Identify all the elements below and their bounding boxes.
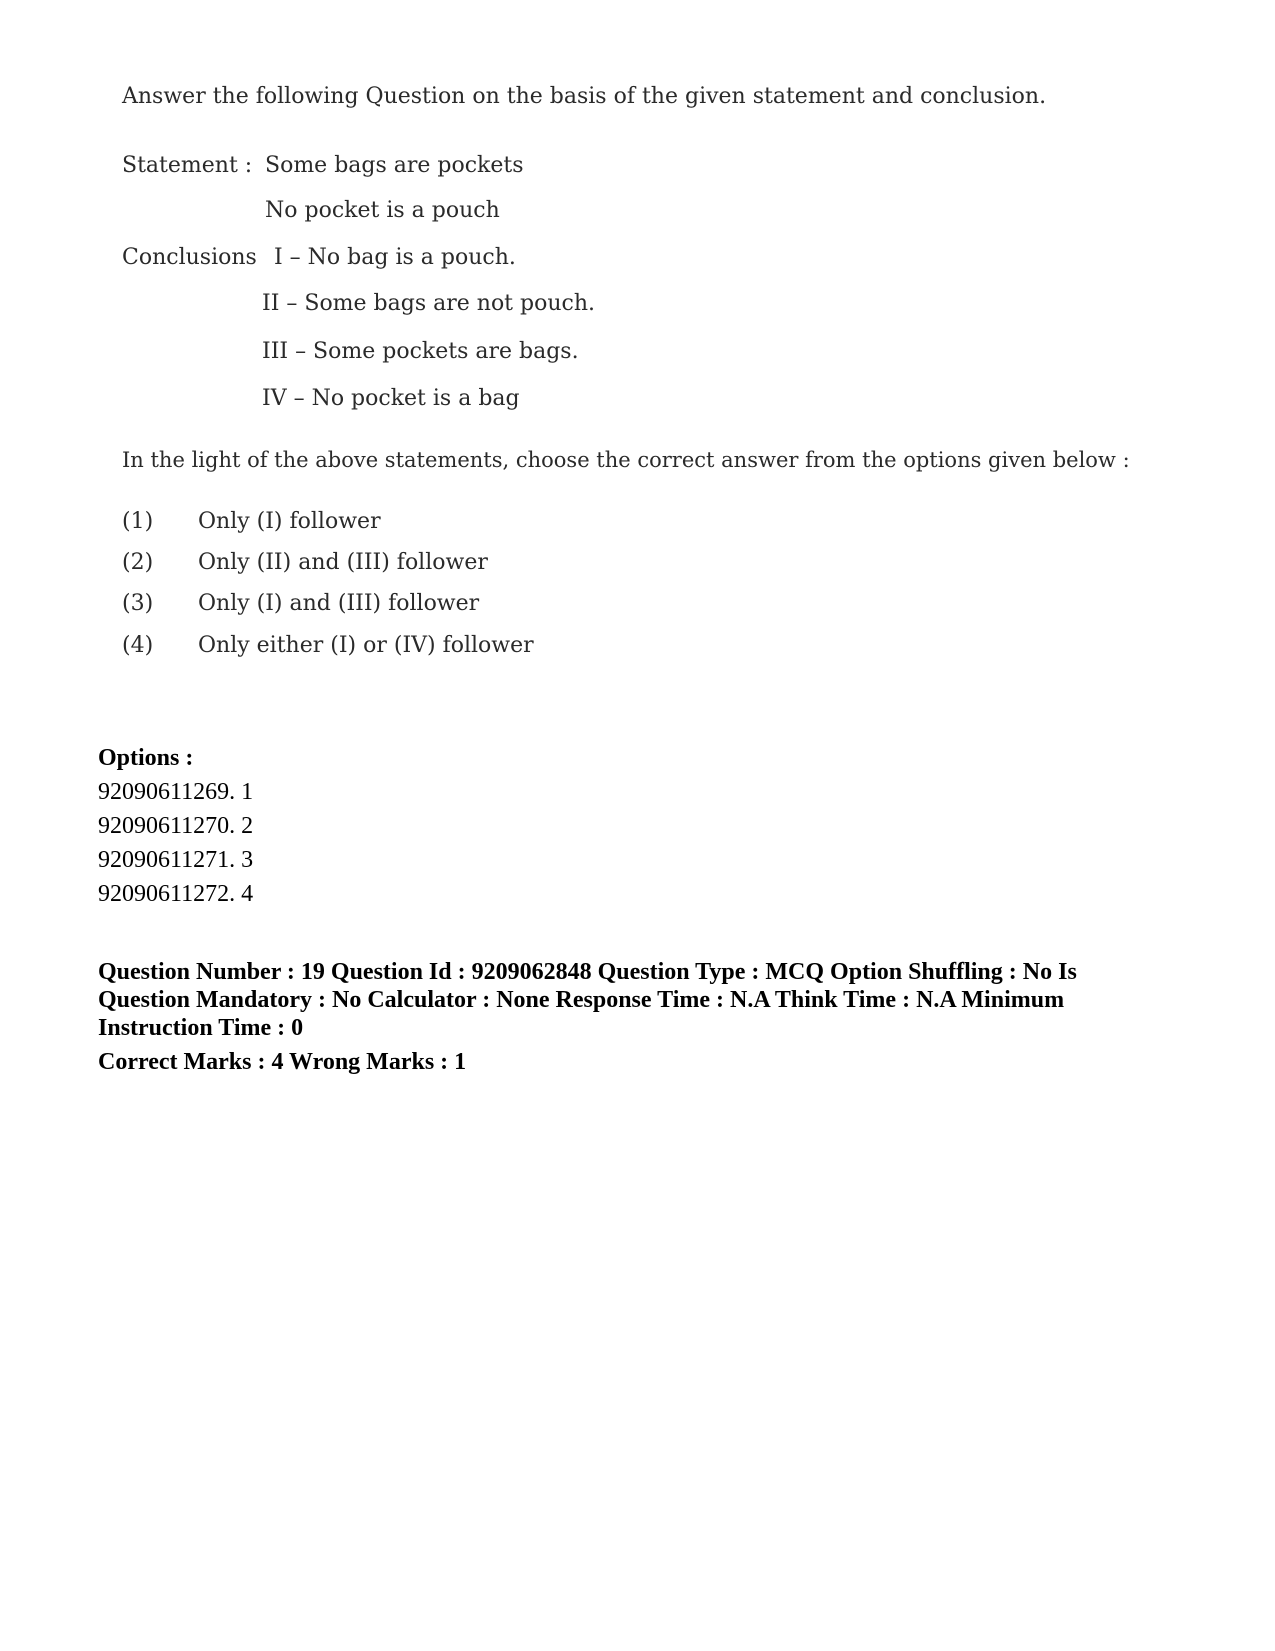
choice-2-number: (2) <box>122 550 154 575</box>
marks-line: Correct Marks : 4 Wrong Marks : 1 <box>98 1049 467 1075</box>
question-prompt: In the light of the above statements, choose the correct answer from the options given below : <box>122 448 1130 472</box>
statement-2: No pocket is a pouch <box>265 198 500 223</box>
options-heading: Options : <box>98 745 194 771</box>
conclusion-2: II – Some bags are not pouch. <box>262 291 595 316</box>
option-item-3: 92090611271. 3 <box>98 847 254 873</box>
choice-3-number: (3) <box>122 591 154 616</box>
choice-2-text: Only (II) and (III) follower <box>198 550 488 575</box>
statement-1: Some bags are pockets <box>265 153 524 178</box>
conclusions-label: Conclusions <box>122 245 257 270</box>
meta-line-3: Instruction Time : 0 <box>98 1015 304 1041</box>
choice-1-text: Only (I) follower <box>198 509 381 534</box>
meta-line-2: Question Mandatory : No Calculator : None Response Time : N.A Think Time : N.A Minimum <box>98 987 1065 1013</box>
conclusion-1: I – No bag is a pouch. <box>274 245 516 270</box>
meta-line-1: Question Number : 19 Question Id : 9209062848 Question Type : MCQ Option Shuffling : No Is <box>98 959 1077 985</box>
question-instruction: Answer the following Question on the basis of the given statement and conclusion. <box>122 84 1047 109</box>
option-item-4: 92090611272. 4 <box>98 881 254 907</box>
option-item-2: 92090611270. 2 <box>98 813 254 839</box>
conclusion-3: III – Some pockets are bags. <box>262 339 579 364</box>
choice-4-number: (4) <box>122 633 154 658</box>
question-image <box>0 0 1275 720</box>
choice-3-text: Only (I) and (III) follower <box>198 591 480 616</box>
choice-4-text: Only either (I) or (IV) follower <box>198 633 534 658</box>
conclusion-4: IV – No pocket is a bag <box>262 386 520 411</box>
choice-1-number: (1) <box>122 509 154 534</box>
statement-label: Statement : <box>122 153 253 178</box>
option-item-1: 92090611269. 1 <box>98 779 254 805</box>
